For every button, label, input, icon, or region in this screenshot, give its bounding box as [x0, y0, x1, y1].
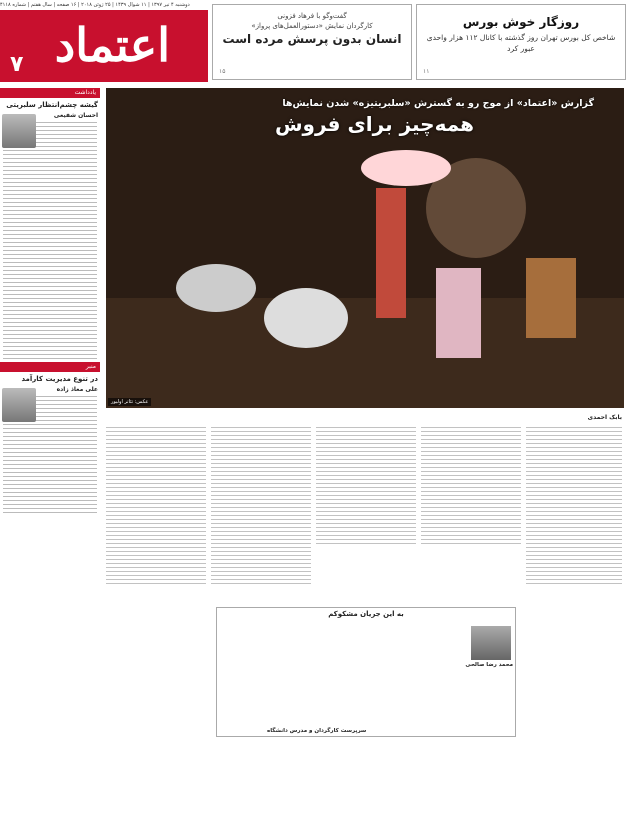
- text-column: [421, 424, 521, 624]
- text-column: [106, 424, 206, 624]
- page-number: ۷: [10, 52, 24, 77]
- story-author: بابک احمدی: [587, 414, 622, 421]
- author-photo-2: [2, 388, 36, 422]
- teaser-headline: انسان بدون پرسش مرده است: [222, 32, 402, 46]
- masthead: [0, 0, 630, 86]
- author-name: احسان شفیعی: [53, 112, 98, 119]
- sidebar-box: [216, 607, 516, 737]
- box-author-photo: [471, 626, 511, 660]
- lead-photo[interactable]: [106, 88, 624, 408]
- story-body: [106, 412, 624, 820]
- opinion-text: [3, 122, 97, 359]
- text-column: [211, 424, 311, 624]
- teaser-page: ۱۵: [219, 68, 226, 75]
- box-signature: سرپرست کارگردان و مدرس دانشگاه: [267, 728, 367, 734]
- teaser-headline: روزگار خوش بورس: [462, 15, 580, 29]
- opinion-title-2[interactable]: در تنوع مدیریت کارآمد: [21, 375, 98, 383]
- logo[interactable]: [0, 10, 208, 82]
- opinion-title[interactable]: گیشه چشم‌انتظار سلبریتی: [6, 101, 98, 109]
- opinion-column: [0, 88, 100, 820]
- box-author-name: محمد رضا صالحی: [465, 662, 513, 668]
- teaser-kicker-2: کارگردان نمایش «دستورالعمل‌های پرواز»: [251, 22, 373, 30]
- text-column: [526, 424, 622, 624]
- text-column: [316, 424, 416, 624]
- stage-illustration: [106, 88, 624, 408]
- section-label-2: منبر: [0, 362, 100, 372]
- teaser-bourse[interactable]: [416, 4, 626, 80]
- teaser-subhead: شاخص کل بورس تهران روز گذشته با کانال ۱۱۲ هزار واحدی عبور کرد: [426, 33, 616, 53]
- teaser-kicker: گفت‌وگو با فرهاد فزونی: [277, 12, 347, 20]
- teaser-page: ۱۱: [423, 68, 430, 75]
- teaser-interview[interactable]: [212, 4, 412, 80]
- logo-text: اعتماد: [54, 18, 170, 72]
- issue-line: دوشنبه ۴ تیر ۱۳۹۷ | ۱۱ شوال ۱۴۳۹ | ۲۵ ژوئن ۲۰۱۸ | ۱۶ صفحه | سال هفتم | شماره ۴۱۱۸: [0, 2, 190, 8]
- author-photo: [2, 114, 36, 148]
- story-kicker: گزارش «اعتماد» از موج رو به گسترش «سلبریتیزه» شدن نمایش‌ها: [282, 98, 594, 109]
- photo-caption: عکس: تئاتر اولیور: [108, 398, 151, 406]
- story-headline[interactable]: همه‌چیز برای فروش: [274, 112, 474, 136]
- author-name-2: علی معاذ زاده: [56, 386, 98, 393]
- box-title[interactable]: به این جریان مشکوکم: [328, 610, 404, 618]
- section-label: یادداشت: [0, 88, 100, 98]
